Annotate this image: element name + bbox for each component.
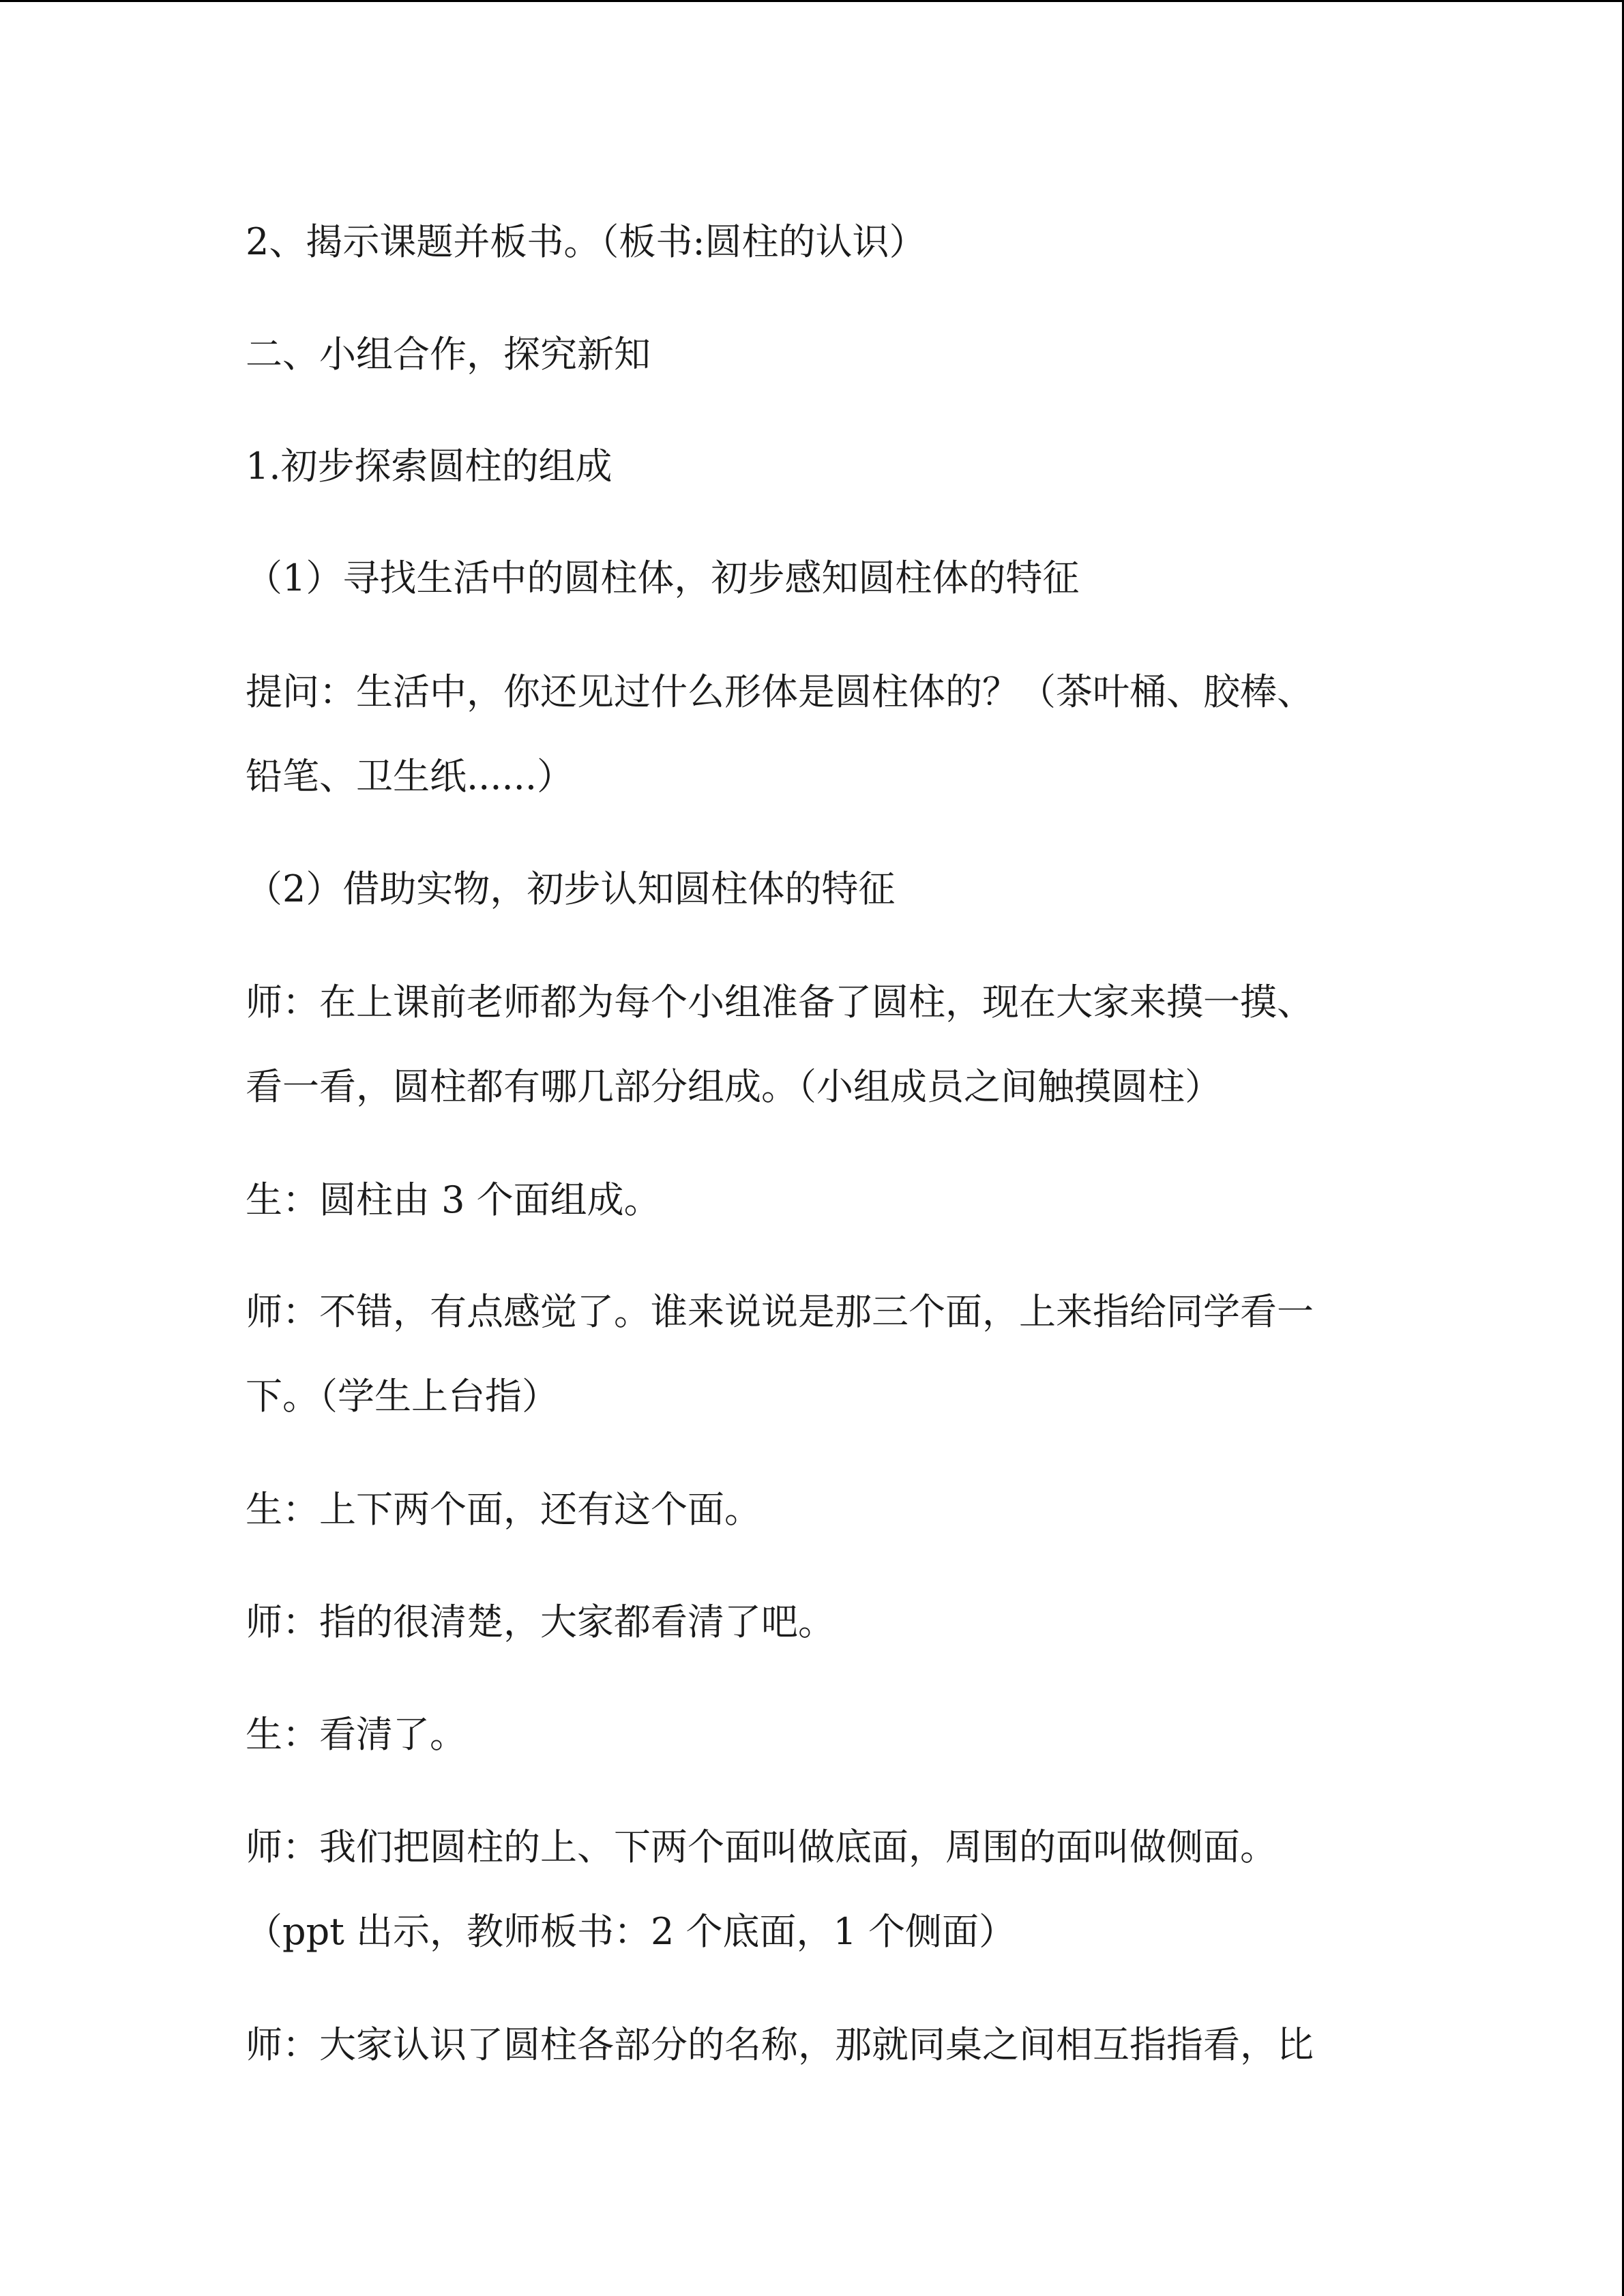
student-line-2: 生：上下两个面，还有这个面。 (246, 1488, 761, 1531)
teacher-line-4b: （ppt 出示，教师板书：2 个底面，1 个侧面） (246, 1910, 1016, 1953)
section-heading-group-cooperation: 二、小组合作，探究新知 (246, 333, 651, 376)
step-2-use-objects: （2）借助实物，初步认知圆柱体的特征 (246, 867, 896, 910)
teacher-line-4a: 师：我们把圆柱的上、下两个面叫做底面，周围的面叫做侧面。 (246, 1825, 1277, 1868)
heading-reveal-topic: 2、揭示课题并板书。（板书:圆柱的认识） (246, 220, 926, 263)
subheading-explore-composition: 1.初步探索圆柱的组成 (246, 445, 612, 488)
student-line-3: 生：看清了。 (246, 1713, 467, 1756)
teacher-line-1a: 师：在上课前老师都为每个小组准备了圆柱，现在大家来摸一摸、 (246, 981, 1314, 1024)
teacher-line-2a: 师：不错，有点感觉了。谁来说说是那三个面，上来指给同学看一 (246, 1290, 1314, 1333)
question-text-line-1: 提问：生活中，你还见过什么形体是圆柱体的？（茶叶桶、胶棒、 (246, 670, 1314, 713)
teacher-line-3: 师：指的很清楚，大家都看清了吧。 (246, 1600, 835, 1643)
teacher-line-2b: 下。（学生上台指） (246, 1375, 559, 1418)
teacher-line-5: 师：大家认识了圆柱各部分的名称，那就同桌之间相互指指看，比 (246, 2023, 1314, 2066)
question-text-line-2: 铅笔、卫生纸......） (246, 755, 574, 798)
student-line-1: 生：圆柱由 3 个面组成。 (246, 1178, 661, 1221)
teacher-line-1b: 看一看，圆柱都有哪几部分组成。（小组成员之间触摸圆柱） (246, 1065, 1222, 1108)
step-1-find-cylinders: （1）寻找生活中的圆柱体，初步感知圆柱体的特征 (246, 556, 1080, 599)
